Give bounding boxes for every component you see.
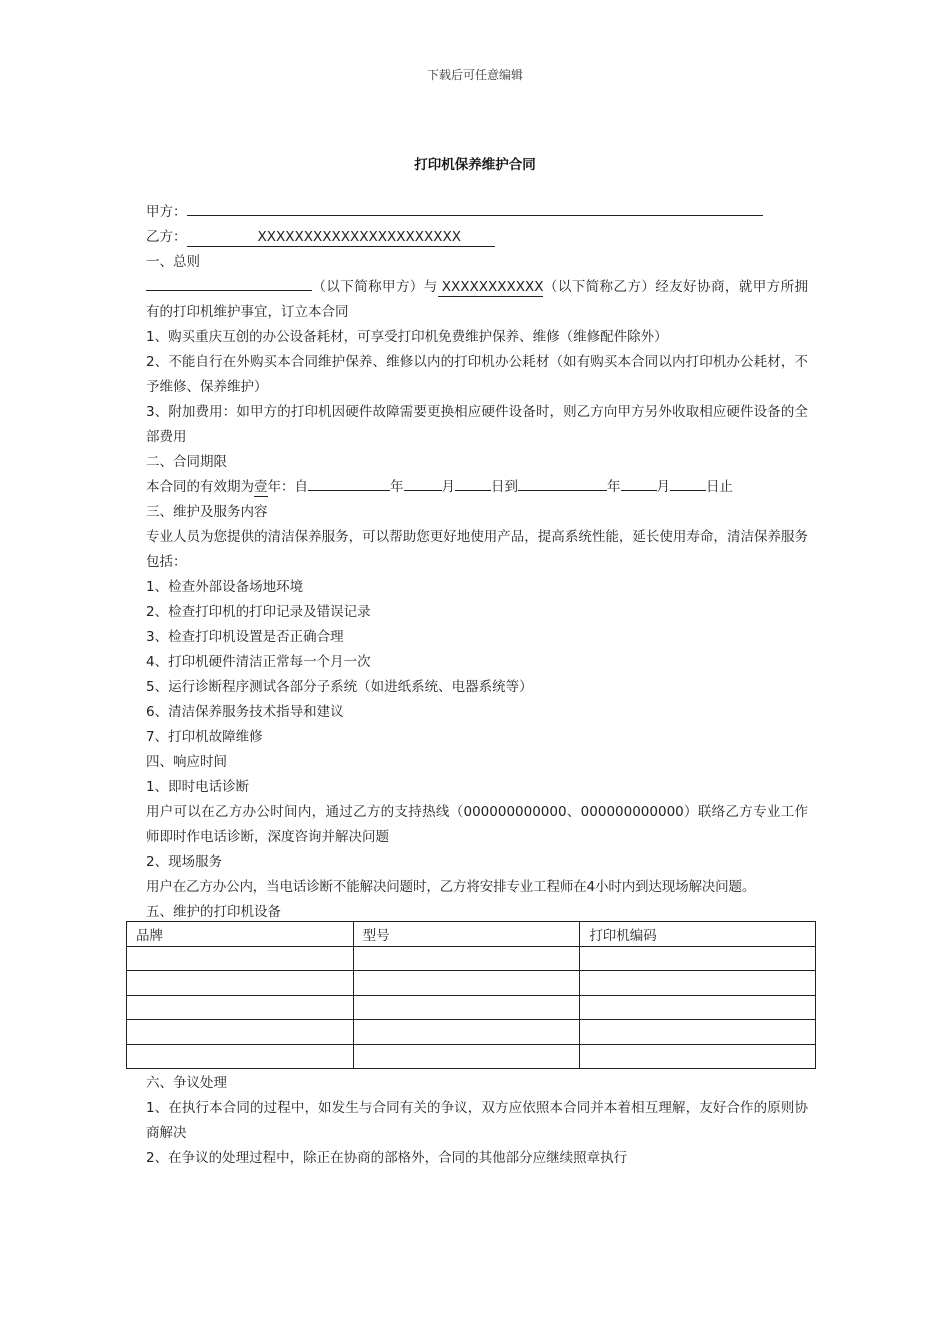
table-cell[interactable] bbox=[580, 971, 816, 996]
contract-body bbox=[146, 200, 808, 925]
table-cell[interactable] bbox=[353, 995, 580, 1020]
section-1-heading: 一、总则 bbox=[146, 254, 200, 270]
intro-part2: （以下简称乙方）经友好协商，就甲方所拥有的打印机维护事宜，订立本合同 bbox=[146, 279, 809, 320]
section-3-heading: 三、维护及服务内容 bbox=[146, 504, 268, 520]
party-b-value: XXXXXXXXXXXXXXXXXXXXXX bbox=[187, 229, 495, 247]
table-row bbox=[127, 1020, 816, 1045]
term-mid: 年：自 bbox=[267, 479, 308, 495]
section-4-subheading: 1、即时电话诊断 bbox=[146, 779, 250, 795]
intro-party-a-blank[interactable] bbox=[146, 275, 312, 291]
section-3-item: 6、清洁保养服务技术指导和建议 bbox=[146, 704, 344, 720]
contract-title: 打印机保养维护合同 bbox=[414, 157, 536, 173]
section-1-item: 2、不能自行在外购买本合同维护保养、维修以内的打印机办公耗材（如有购买本合同以内打印机办公耗材，不予维修、保养维护） bbox=[146, 354, 808, 395]
party-b-line bbox=[146, 225, 808, 250]
section-4-text: 用户可以在乙方办公时间内，通过乙方的支持热线（000000000000、000000000000）联络乙方专业工作师即时作电话诊断，深度咨询并解决问题 bbox=[146, 804, 808, 845]
section-4-subheading: 2、现场服务 bbox=[146, 854, 223, 870]
term-line bbox=[146, 475, 808, 500]
section-5-heading: 五、维护的打印机设备 bbox=[146, 904, 281, 920]
table-cell[interactable] bbox=[353, 1020, 580, 1045]
end-day-blank[interactable] bbox=[670, 475, 706, 491]
term-day-end: 日止 bbox=[706, 479, 733, 495]
section-1-item: 1、购买重庆互创的办公设备耗材，可享受打印机免费维护保养、维修（维修配件除外） bbox=[146, 329, 668, 345]
party-a-label: 甲方： bbox=[146, 204, 187, 220]
section-4-heading: 四、响应时间 bbox=[146, 754, 227, 770]
table-cell[interactable] bbox=[353, 971, 580, 996]
table-cell[interactable] bbox=[127, 995, 354, 1020]
table-cell[interactable] bbox=[353, 946, 580, 971]
table-header-cell: 品牌 bbox=[127, 922, 354, 947]
start-day-blank[interactable] bbox=[455, 475, 491, 491]
start-year-blank[interactable] bbox=[308, 475, 390, 491]
intro-paragraph bbox=[146, 275, 808, 325]
header-note: 下载后可任意编辑 bbox=[426, 68, 523, 82]
table-row bbox=[127, 995, 816, 1020]
table-header-cell: 型号 bbox=[353, 922, 580, 947]
intro-part1: （以下简称甲方）与 bbox=[312, 279, 438, 295]
start-year-label: 年 bbox=[390, 479, 404, 495]
section-6-item: 1、在执行本合同的过程中，如发生与合同有关的争议，双方应依照本合同并本着相互理解，友好合作的原则协商解决 bbox=[146, 1100, 808, 1141]
party-a-blank[interactable] bbox=[187, 200, 763, 216]
table-row bbox=[127, 971, 816, 996]
section-1-item: 3、附加费用：如甲方的打印机因硬件故障需要更换相应硬件设备时，则乙方向甲方另外收取相应硬件设备的全部费用 bbox=[146, 404, 808, 445]
section-2-heading: 二、合同期限 bbox=[146, 454, 227, 470]
section-3-item: 1、检查外部设备场地环境 bbox=[146, 579, 304, 595]
end-year-label: 年 bbox=[607, 479, 621, 495]
section-3-item: 7、打印机故障维修 bbox=[146, 729, 263, 745]
section-6-item: 2、在争议的处理过程中，除正在协商的部格外，合同的其他部分应继续照章执行 bbox=[146, 1150, 628, 1166]
section-3-intro: 专业人员为您提供的清洁保养服务，可以帮助您更好地使用产品，提高系统性能，延长使用寿命，清洁保养服务包括： bbox=[146, 529, 808, 570]
party-b-label: 乙方： bbox=[146, 229, 187, 245]
term-period: 壹 bbox=[254, 479, 268, 495]
dispute-section bbox=[146, 1071, 808, 1171]
table-cell[interactable] bbox=[580, 1044, 816, 1069]
section-3-item: 5、运行诊断程序测试各部分子系统（如进纸系统、电器系统等） bbox=[146, 679, 533, 695]
table-cell[interactable] bbox=[127, 946, 354, 971]
end-month-label: 月 bbox=[656, 479, 670, 495]
table-cell[interactable] bbox=[127, 1020, 354, 1045]
end-year-blank[interactable] bbox=[518, 475, 607, 491]
section-4-text: 用户在乙方办公内，当电话诊断不能解决问题时，乙方将安排专业工程师在4小时内到达现场解决问题。 bbox=[146, 879, 756, 895]
section-3-item: 3、检查打印机设置是否正确合理 bbox=[146, 629, 344, 645]
term-prefix: 本合同的有效期为 bbox=[146, 479, 254, 495]
table-cell[interactable] bbox=[580, 995, 816, 1020]
start-month-blank[interactable] bbox=[404, 475, 442, 491]
printer-equipment-table bbox=[126, 921, 816, 1069]
end-month-blank[interactable] bbox=[621, 475, 657, 491]
table-row bbox=[127, 1044, 816, 1069]
intro-company: XXXXXXXXXXX bbox=[438, 279, 544, 297]
table-cell[interactable] bbox=[127, 1044, 354, 1069]
table-cell[interactable] bbox=[580, 946, 816, 971]
start-month-label: 月 bbox=[441, 479, 455, 495]
section-6-heading: 六、争议处理 bbox=[146, 1075, 227, 1091]
table-header-row bbox=[127, 922, 816, 947]
table-row bbox=[127, 946, 816, 971]
term-day-to: 日到 bbox=[491, 479, 518, 495]
table-cell[interactable] bbox=[127, 971, 354, 996]
table-cell[interactable] bbox=[580, 1020, 816, 1045]
table-cell[interactable] bbox=[353, 1044, 580, 1069]
table-header-cell: 打印机编码 bbox=[580, 922, 816, 947]
party-a-line bbox=[146, 200, 808, 225]
section-3-item: 2、检查打印机的打印记录及错误记录 bbox=[146, 604, 371, 620]
section-3-item: 4、打印机硬件清洁正常每一个月一次 bbox=[146, 654, 371, 670]
